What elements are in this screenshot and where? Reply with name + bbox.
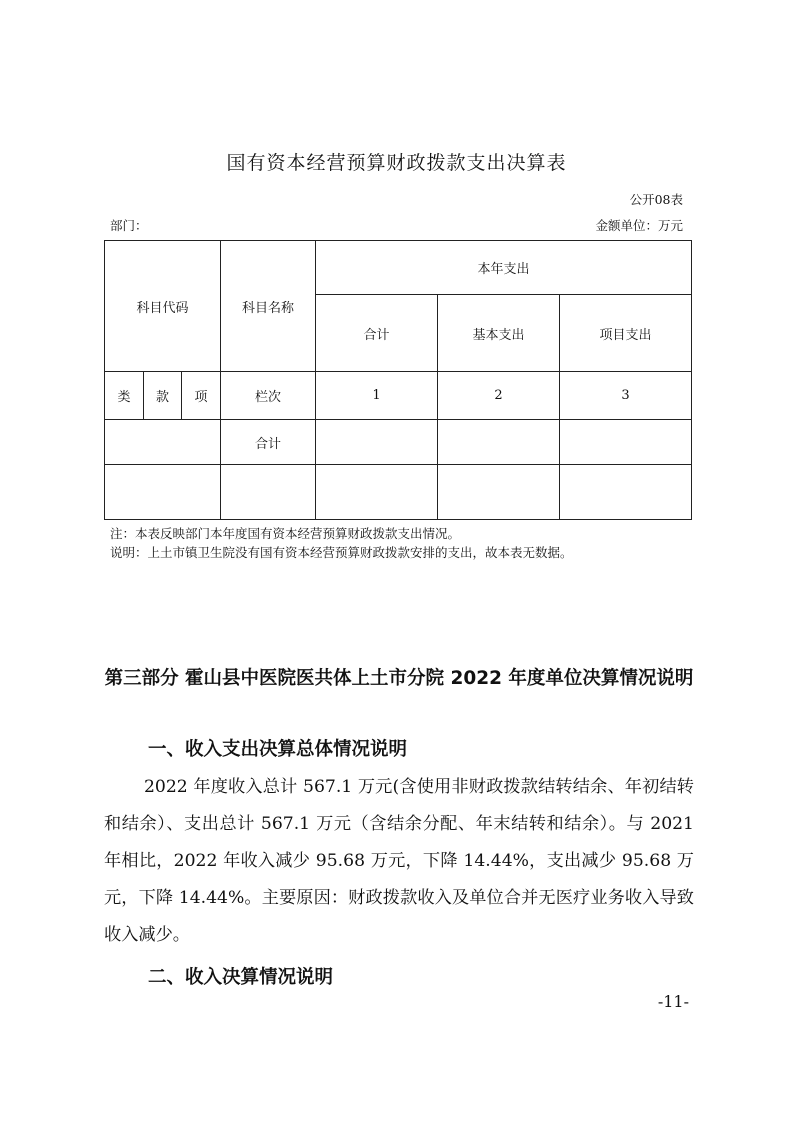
sum-row-basic (438, 420, 560, 465)
header-total: 合计 (316, 295, 438, 372)
header-lei: 类 (105, 372, 144, 420)
section-heading-1: 一、收入支出决算总体情况说明 (148, 739, 408, 760)
body-paragraph-1 (104, 769, 694, 954)
part-heading: 第三部分 霍山县中医院医共体上土市分院 2022 年度单位决算情况说明 (104, 668, 694, 689)
header-column-order: 栏次 (221, 372, 316, 420)
sum-row-label: 合计 (221, 420, 316, 465)
form-code: 公开08表 (629, 192, 683, 207)
header-subject-name: 科目名称 (221, 241, 316, 372)
header-project-expense: 项目支出 (560, 295, 692, 372)
empty-row-basic (438, 465, 560, 520)
explain-line: 说明：上土市镇卫生院没有国有资本经营预算财政拨款安排的支出，故本表无数据。 (110, 545, 573, 560)
header-current-year-expense: 本年支出 (316, 241, 692, 295)
column-number-2: 2 (438, 372, 560, 420)
empty-row-total (316, 465, 438, 520)
table-title: 国有资本经营预算财政拨款支出决算表 (226, 152, 567, 174)
department-label: 部门： (110, 218, 148, 233)
empty-row-project (560, 465, 692, 520)
column-number-3: 3 (560, 372, 692, 420)
expense-table (104, 240, 692, 520)
unit-label: 金额单位：万元 (595, 218, 683, 233)
paragraph-text: 2022 年度收入总计 567.1 万元(含使用非财政拨款结转结余、年初结转和结余）、支出总计 567.1 万元（含结余分配、年末结转和结余）。与 2021 年相比，2022 年收入减少 95.68 万元，下降 14.44%，支出减少 95.68 万元，下降 14.44%。主要原因：财政拨款收入及单位合并无医疗业务收入导致收入减少。 (104, 777, 694, 945)
header-basic-expense: 基本支出 (438, 295, 560, 372)
section-heading-2: 二、收入决算情况说明 (148, 967, 334, 988)
table-notes (110, 524, 573, 562)
sum-row-total (316, 420, 438, 465)
sum-row-code (105, 420, 221, 465)
header-kuan: 款 (144, 372, 182, 420)
header-xiang: 项 (182, 372, 221, 420)
empty-row-code (105, 465, 221, 520)
header-subject-code: 科目代码 (105, 241, 221, 372)
column-number-1: 1 (316, 372, 438, 420)
note-line: 注：本表反映部门本年度国有资本经营预算财政拨款支出情况。 (110, 526, 461, 541)
page-number: -11- (657, 992, 689, 1011)
sum-row-project (560, 420, 692, 465)
empty-row-name (221, 465, 316, 520)
